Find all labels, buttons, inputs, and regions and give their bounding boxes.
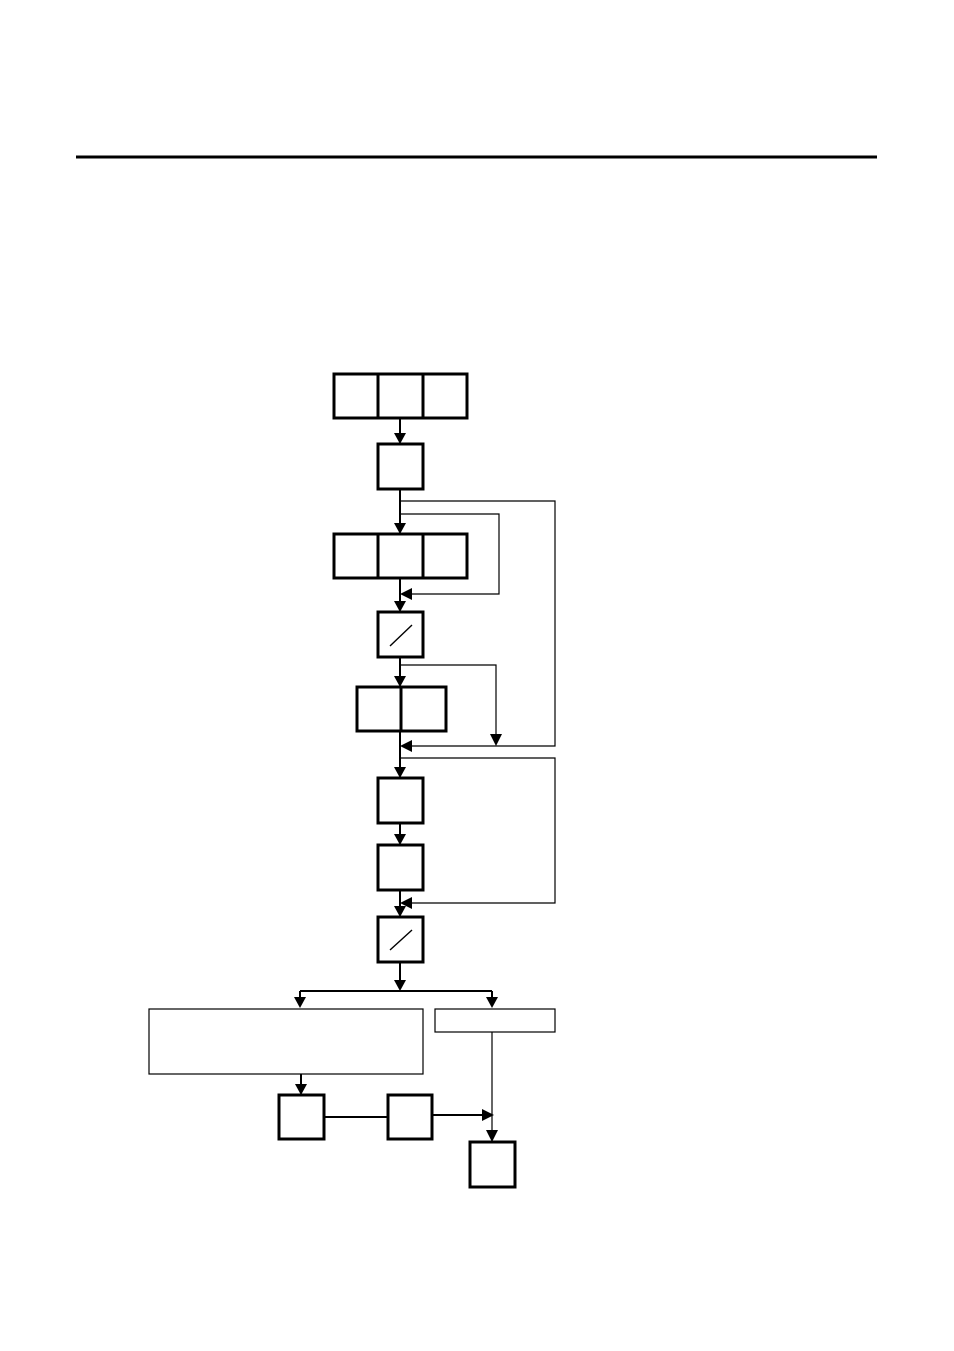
arrow-head — [394, 834, 406, 845]
arrow-head — [394, 906, 406, 917]
middle-key-1 — [334, 534, 378, 578]
middle-key-3 — [423, 534, 467, 578]
single-key-3 — [378, 845, 423, 890]
single-key-2 — [378, 778, 423, 823]
arrow-head — [394, 433, 406, 444]
arrow-head — [394, 980, 406, 991]
pair-key-2 — [401, 687, 446, 731]
arrow-head — [490, 734, 502, 746]
final-key — [470, 1142, 515, 1187]
single-key-1 — [378, 444, 423, 489]
pair-key-row — [357, 687, 446, 731]
top-key-3 — [423, 374, 467, 418]
arrow-head — [294, 997, 306, 1008]
pair-key-1 — [357, 687, 401, 731]
arrow-head — [295, 1084, 307, 1095]
arrow-head — [486, 1130, 498, 1142]
top-key-2 — [378, 374, 423, 418]
top-key-row — [334, 374, 467, 418]
top-key-1 — [334, 374, 378, 418]
arrow-head — [486, 997, 498, 1008]
bottom-middle-key — [388, 1095, 432, 1139]
arrow-head — [394, 523, 406, 534]
bottom-left-key — [279, 1095, 324, 1139]
arrow-head — [400, 588, 412, 600]
slash-key-1 — [378, 612, 423, 657]
arrow-head — [400, 740, 412, 752]
left-result-panel — [149, 1009, 423, 1074]
slash-key-2 — [378, 917, 423, 962]
arrow-head — [394, 601, 406, 612]
right-result-panel — [435, 1009, 555, 1032]
arrow-head — [394, 767, 406, 778]
middle-key-row — [334, 534, 467, 578]
arrow-head — [394, 676, 406, 687]
middle-key-2 — [378, 534, 423, 578]
